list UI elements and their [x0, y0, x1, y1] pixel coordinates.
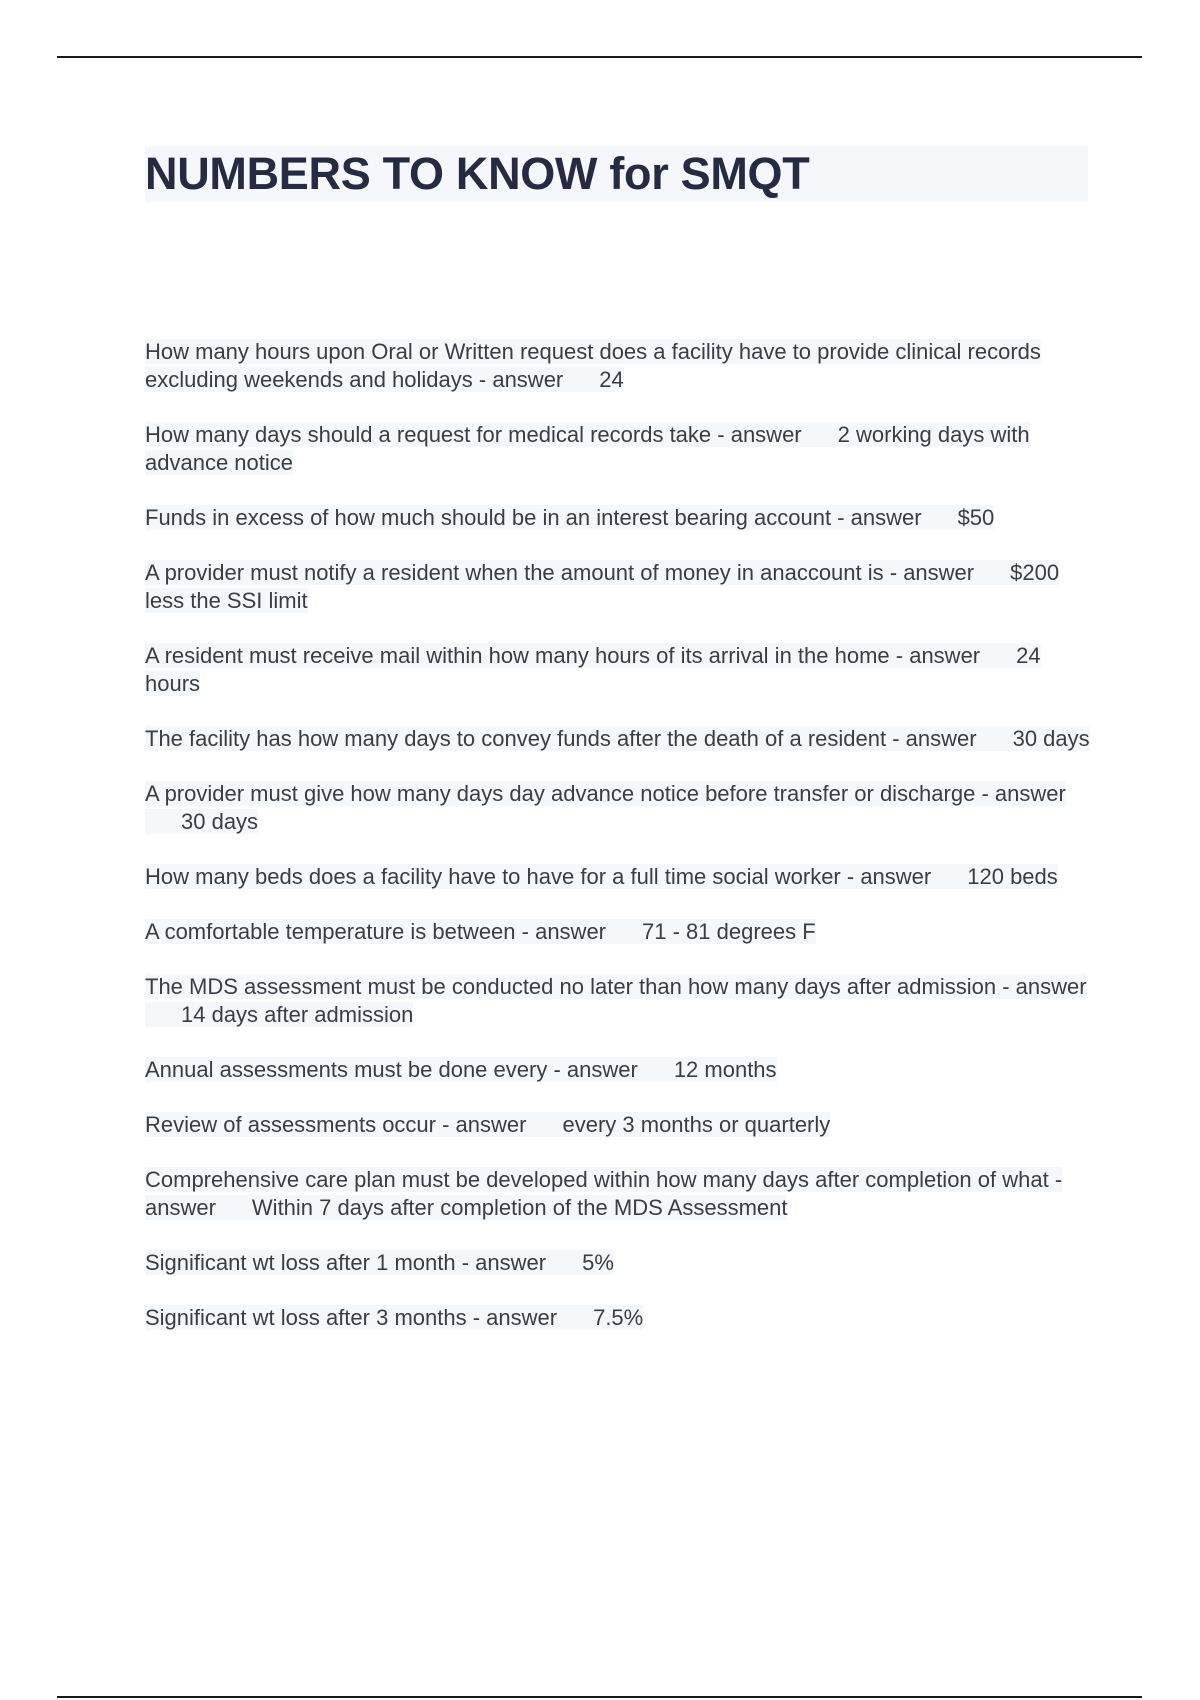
qa-answer: 7.5% [593, 1305, 644, 1330]
qa-answer: 14 days after admission [181, 1002, 414, 1027]
qa-separator: - answer [889, 643, 981, 668]
qa-separator: - answer [996, 974, 1087, 999]
qa-item [145, 338, 1090, 394]
qa-separator: - answer [466, 1305, 558, 1330]
qa-answer: 24 [599, 367, 624, 392]
page-title: NUMBERS TO KNOW for SMQT [145, 148, 810, 199]
qa-item [145, 973, 1090, 1029]
qa-separator: - answer [883, 560, 975, 585]
qa-separator: - answer [436, 1112, 527, 1137]
bottom-rule [57, 1696, 1142, 1698]
qa-item [145, 1166, 1090, 1222]
qa-question: Significant wt loss after 3 months [145, 1305, 467, 1330]
qa-question: How many days should a request for medical records take [145, 422, 712, 447]
qa-question: A provider must give how many days day advance notice before transfer or discharge [145, 781, 976, 806]
qa-question: The facility has how many days to convey funds after the death of a resident [145, 726, 887, 751]
qa-item [145, 1056, 1090, 1084]
qa-item [145, 642, 1090, 698]
qa-item [145, 421, 1090, 477]
qa-answer: every 3 months or quarterly [562, 1112, 831, 1137]
qa-question: Comprehensive care plan must be developed within how many days after completion of what [145, 1167, 1049, 1192]
qa-answer: 30 days [181, 809, 259, 834]
qa-question: A provider must notify a resident when the amount of money in anaccount is [145, 560, 884, 585]
qa-answer: 71 - 81 degrees F [642, 919, 816, 944]
qa-answer: 2 working days with advance notice [145, 422, 1030, 475]
qa-question: The MDS assessment must be conducted no later than how many days after admission [145, 974, 997, 999]
qa-question: Review of assessments occur [145, 1112, 436, 1137]
title-block [145, 146, 1088, 202]
qa-item [145, 863, 1090, 891]
qa-question: A resident must receive mail within how many hours of its arrival in the home [145, 643, 890, 668]
qa-separator: - answer [515, 919, 607, 944]
qa-answer: 5% [582, 1250, 614, 1275]
top-rule [57, 56, 1142, 58]
qa-question: Funds in excess of how much should be in an interest bearing account [145, 505, 832, 530]
qa-separator: - answer [455, 1250, 547, 1275]
qa-separator: - answer [975, 781, 1066, 806]
qa-item [145, 780, 1090, 836]
qa-answer: 120 beds [967, 864, 1058, 889]
qa-item [145, 1249, 1090, 1277]
qa-separator: - answer [886, 726, 977, 751]
qa-item [145, 1304, 1090, 1332]
qa-answer: 12 months [673, 1057, 777, 1082]
qa-question: Significant wt loss after 1 month [145, 1250, 456, 1275]
qa-separator: - answer [145, 1167, 1063, 1220]
qa-answer: 30 days [1012, 726, 1090, 751]
qa-question: How many beds does a facility have to have for a full time social worker [145, 864, 841, 889]
qa-answer: $50 [957, 505, 995, 530]
qa-separator: - answer [472, 367, 564, 392]
qa-separator: - answer [547, 1057, 638, 1082]
qa-answer: $200 less the SSI limit [145, 560, 1060, 613]
qa-separator: - answer [711, 422, 802, 447]
qa-item [145, 559, 1090, 615]
qa-question: Annual assessments must be done every [145, 1057, 548, 1082]
qa-answer: 24 hours [145, 643, 1041, 696]
qa-question: How many hours upon Oral or Written request does a facility have to provide clinical records excluding weekends and holidays [145, 339, 1041, 392]
qa-separator: - answer [840, 864, 932, 889]
qa-item [145, 504, 1090, 532]
qa-item [145, 1111, 1090, 1139]
qa-separator: - answer [831, 505, 922, 530]
qa-item [145, 918, 1090, 946]
qa-question: A comfortable temperature is between [145, 919, 516, 944]
qa-item [145, 725, 1090, 753]
qa-answer: Within 7 days after completion of the MDS Assessment [251, 1195, 788, 1220]
qa-list [145, 338, 1090, 1359]
